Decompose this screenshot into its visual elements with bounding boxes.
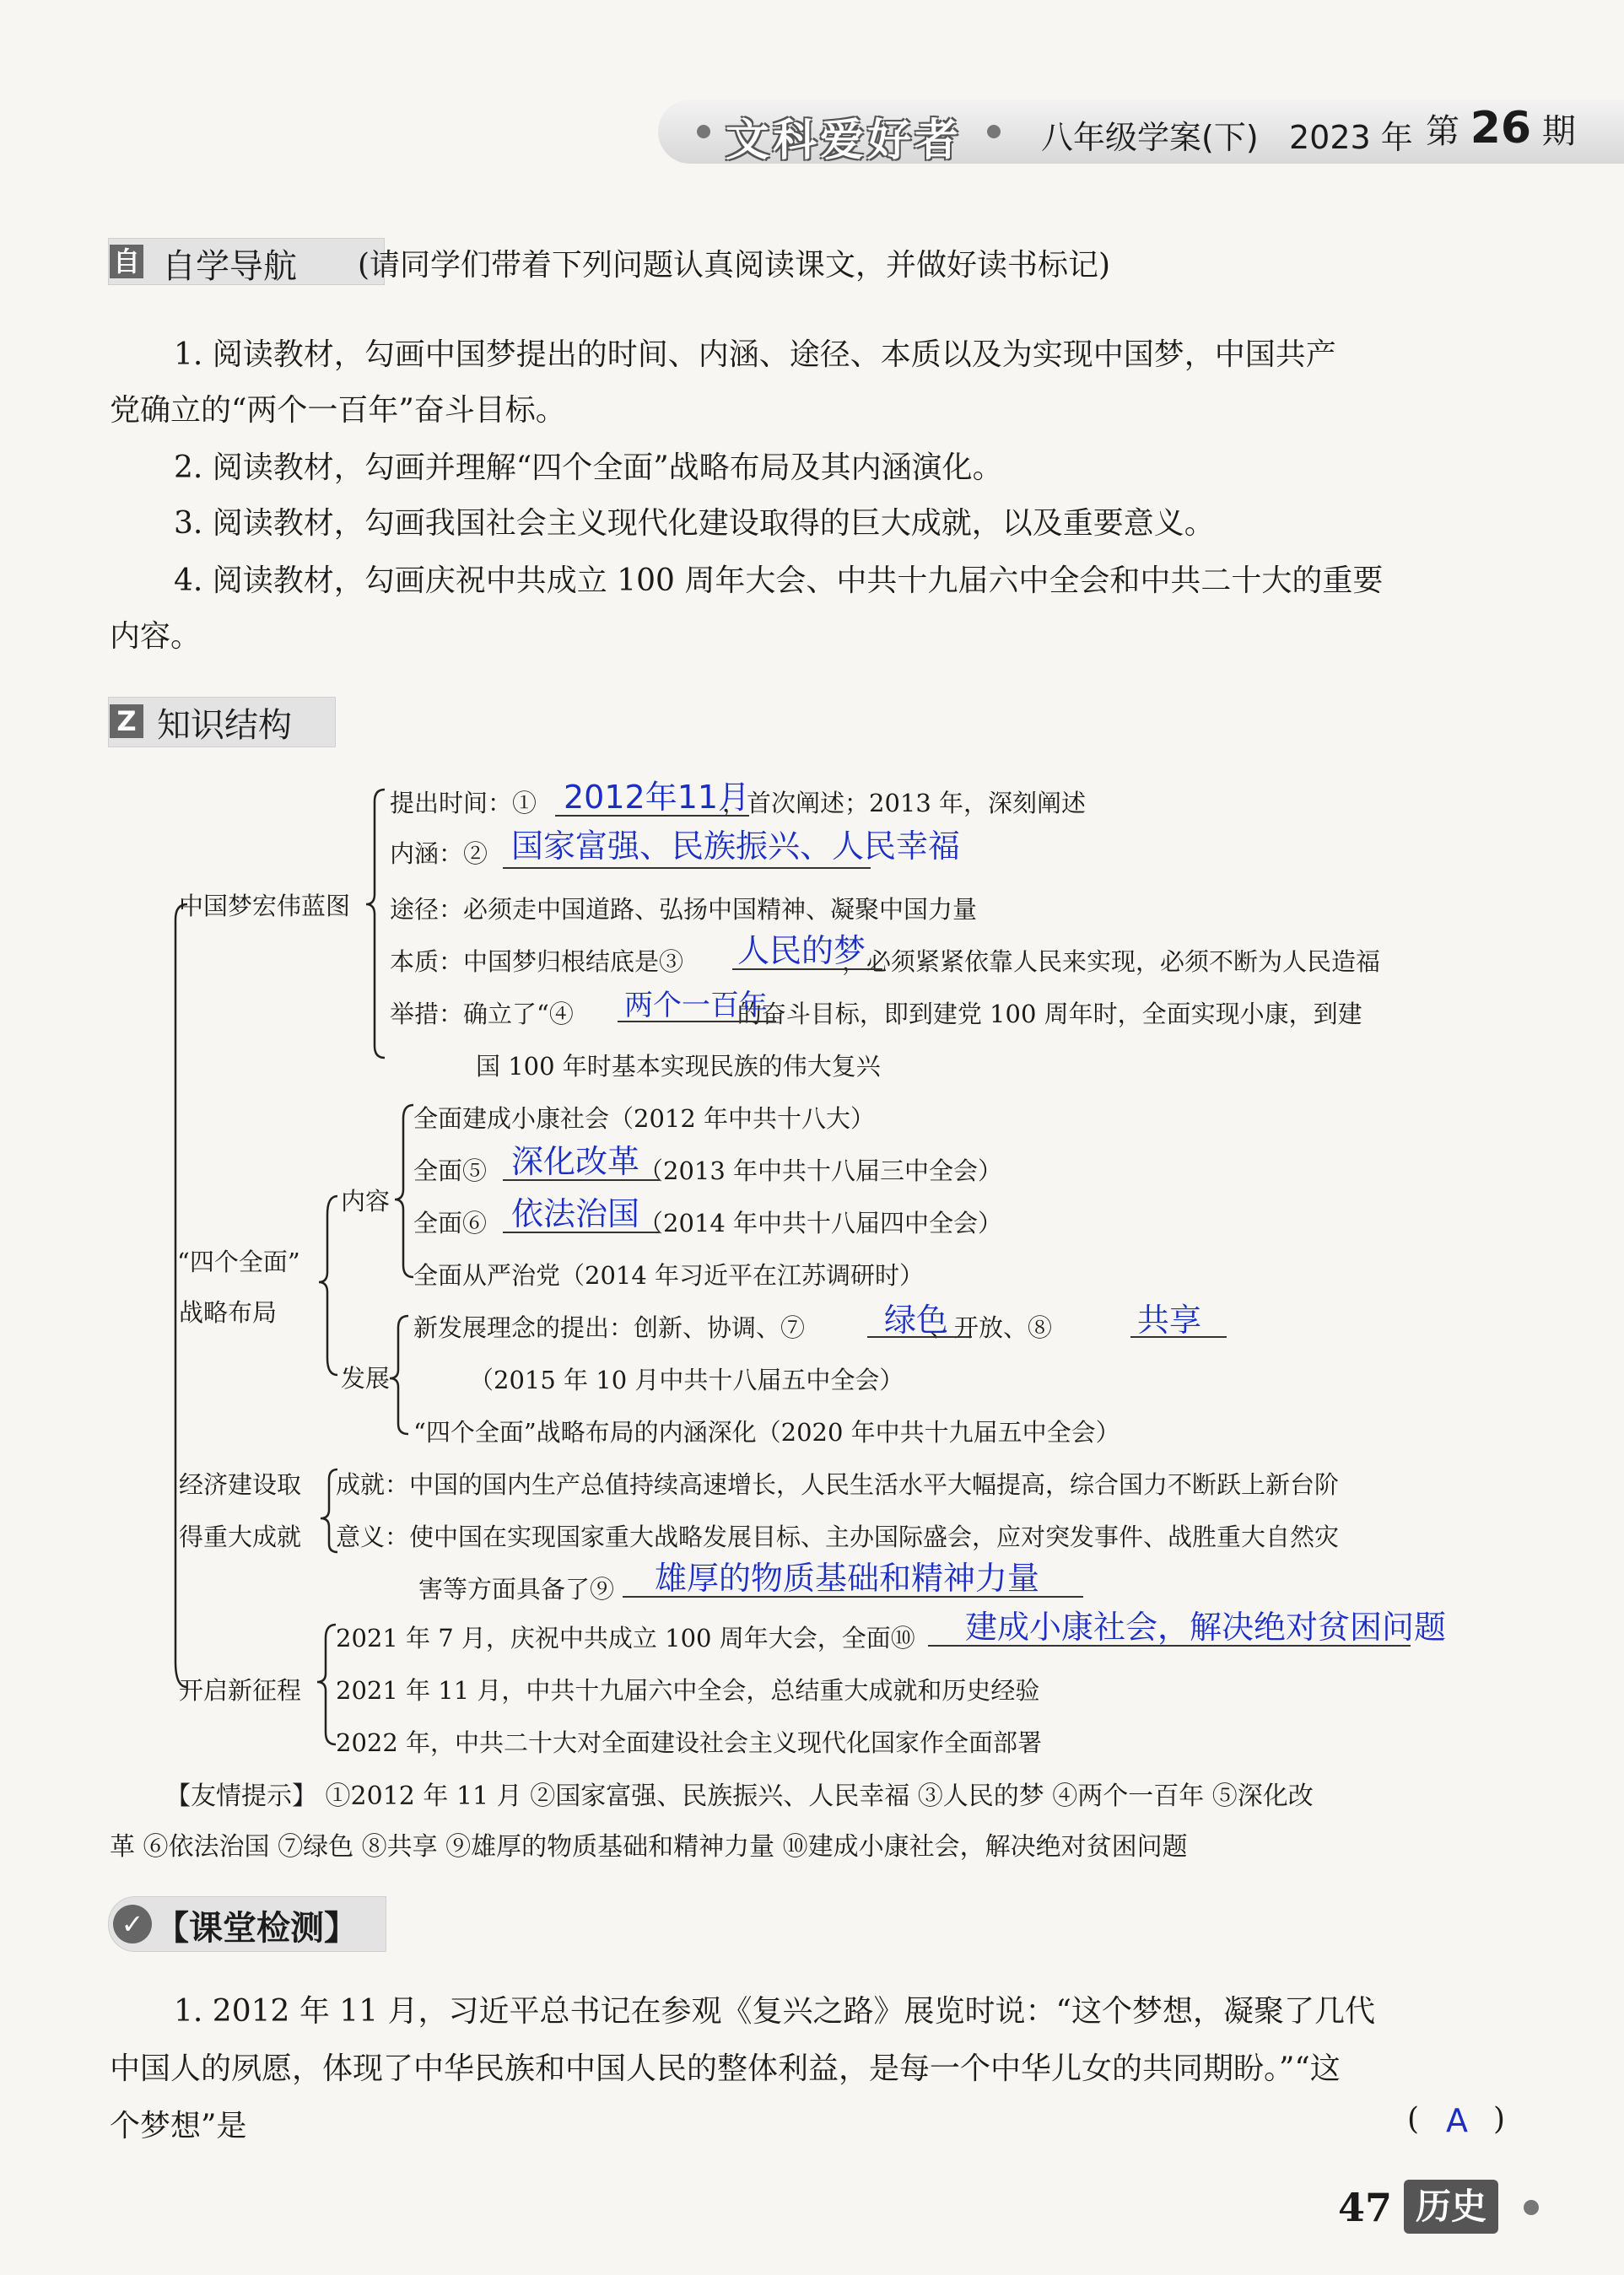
underline-8: [1130, 1336, 1227, 1338]
self-study-icon: 自: [110, 245, 143, 278]
journey-3: 2022 年，中共二十大对全面建设社会主义现代化国家作全面部署: [336, 1728, 1043, 1757]
journey-2: 2021 年 11 月，中共十九届六中全会，总结重大成就和历史经验: [336, 1676, 1040, 1705]
dream-essence: 本质：中国梦归根结底是③ ，必须紧紧依靠人民来实现，必须不断为人民造福: [390, 947, 1381, 976]
dream-path: 途径：必须走中国道路、弘扬中国精神、凝聚中国力量: [390, 895, 978, 924]
brace-content: [395, 1105, 413, 1277]
underline-7: [867, 1336, 972, 1338]
self-study-item-1b: 党确立的“两个一百年”奋斗目标。: [110, 393, 566, 428]
content-4: 全面从严治党（2014 年习近平在江苏调研时）: [413, 1261, 925, 1290]
underline-10: [928, 1645, 1411, 1647]
answer-1: 2012年11月: [564, 779, 751, 816]
self-study-item-3: 3. 阅读教材，勾画我国社会主义现代化建设取得的巨大成就，以及重要意义。: [174, 506, 1215, 541]
dream-measure-cont: 国 100 年时基本实现民族的伟大复兴: [476, 1052, 881, 1081]
answer-2: 国家富强、民族振兴、人民幸福: [511, 828, 961, 865]
hint-line-2: 革 ⑥依法治国 ⑦绿色 ⑧共享 ⑨雄厚的物质基础和精神力量 ⑩建成小康社会，解决绝对贫困问题: [110, 1832, 1188, 1862]
dev-label: 发展: [341, 1364, 391, 1393]
answer-9: 雄厚的物质基础和精神力量: [655, 1560, 1040, 1597]
class-test-title: 【课堂检测】: [155, 1909, 358, 1948]
brace-dev: [390, 1316, 408, 1434]
econ-meaning: 意义：使中国在实现国家重大战略发展目标、主办国际盛会，应对突发事件、战胜重大自然灾: [336, 1523, 1340, 1551]
subject-tab: 历史: [1404, 2180, 1498, 2234]
header-year: 2023 年: [1289, 119, 1413, 156]
answer-3: 人民的梦: [737, 932, 866, 969]
self-study-note: (请同学们带着下列问题认真阅读课文，并做好读书标记): [358, 248, 1111, 283]
content-2: 全面⑤ （2013 年中共十八届三中全会）: [413, 1156, 1003, 1185]
knowledge-icon: Z: [110, 704, 143, 738]
content-label: 内容: [341, 1187, 391, 1216]
dev-3: “四个全面”战略布局的内涵深化（2020 年中共十九届五中全会）: [413, 1418, 1120, 1447]
dev-2: （2015 年 10 月中共十八届五中全会）: [469, 1366, 904, 1394]
four-label-2: 战略布局: [179, 1298, 278, 1327]
masthead-logo: 文科爱好者: [726, 116, 963, 166]
dream-meaning: 内涵：②: [390, 839, 488, 868]
dream-measure: 举措：确立了“④ 的奋斗目标，即到建党 100 周年时，全面实现小康，到建: [390, 1000, 1362, 1028]
question-1-line-2: 中国人的夙愿，体现了中华民族和中国人民的整体利益，是每一个中华儿女的共同期盼。”“这: [110, 2051, 1341, 2086]
self-study-title: 自学导航: [162, 247, 297, 286]
header-grade: 八年级学案(下): [1041, 119, 1259, 156]
econ-meaning-cont: 害等方面具备了⑨: [418, 1575, 615, 1604]
content-3: 全面⑥ （2014 年中共十八届四中全会）: [413, 1209, 1003, 1237]
underline-6: [503, 1232, 660, 1233]
brace-dream: [366, 790, 385, 1058]
econ-achieve: 成就：中国的国内生产总值持续高速增长，人民生活水平大幅提高，综合国力不断跃上新台阶: [336, 1470, 1340, 1499]
answer-6: 依法治国: [511, 1195, 640, 1232]
question-1-line-1: 1. 2012 年 11 月，习近平总书记在参观《复兴之路》展览时说：“这个梦想，凝聚了几代: [174, 1994, 1375, 2029]
brace-four: [319, 1196, 337, 1375]
underline-3: [732, 968, 882, 970]
brace-journey: [317, 1625, 336, 1744]
journey-label: 开启新征程: [179, 1676, 302, 1705]
econ-label-2: 得重大成就: [179, 1523, 302, 1551]
footer-dot: [1524, 2200, 1539, 2215]
check-icon: ✓: [113, 1905, 152, 1943]
underline-4: [618, 1021, 776, 1022]
knowledge-title: 知识结构: [157, 706, 292, 745]
content-1: 全面建成小康社会（2012 年中共十八大）: [413, 1104, 876, 1133]
answer-paren-left: (: [1407, 2102, 1420, 2137]
dream-label: 中国梦宏伟蓝图: [179, 892, 351, 920]
self-study-item-2: 2. 阅读教材，勾画并理解“四个全面”战略布局及其内涵演化。: [174, 450, 1003, 485]
answer-5: 深化改革: [511, 1143, 640, 1180]
answer-paren-right: ): [1493, 2102, 1506, 2137]
dev-1: 新发展理念的提出：创新、协调、⑦ 、开放、⑧: [413, 1313, 1053, 1342]
four-label-1: “四个全面”: [177, 1248, 300, 1276]
self-study-item-4a: 4. 阅读教材，勾画庆祝中共成立 100 周年大会、中共十九届六中全会和中共二十大的重要: [174, 563, 1384, 598]
answer-4: 两个一百年: [624, 989, 768, 1022]
underline-2: [503, 867, 871, 869]
answer-7: 绿色: [884, 1302, 949, 1339]
self-study-item-4b: 内容。: [110, 619, 202, 654]
page-number: 47: [1338, 2185, 1393, 2230]
question-1-line-3: 个梦想”是: [110, 2109, 247, 2143]
underline-5: [503, 1179, 660, 1181]
answer-10: 建成小康社会，解决绝对贫困问题: [965, 1609, 1447, 1646]
underline-1: [555, 815, 749, 817]
brace-econ: [321, 1469, 337, 1552]
underline-9: [623, 1596, 1083, 1598]
econ-label-1: 经济建设取: [179, 1470, 302, 1499]
hint-line-1: 【友情提示】 ①2012 年 11 月 ②国家富强、民族振兴、人民幸福 ③人民的梦 ④两个一百年 ⑤深化改: [165, 1782, 1314, 1811]
header-issue: 第 26 期: [1426, 103, 1576, 154]
journey-1: 2021 年 7 月，庆祝中共成立 100 周年大会，全面⑩: [336, 1624, 915, 1652]
self-study-item-1a: 1. 阅读教材，勾画中国梦提出的时间、内涵、途径、本质以及为实现中国梦，中国共产: [174, 337, 1336, 372]
question-1-answer: A: [1446, 2102, 1468, 2139]
dream-time: 提出时间：① ，首次阐述；2013 年，深刻阐述: [390, 789, 1087, 817]
answer-8: 共享: [1137, 1302, 1202, 1339]
